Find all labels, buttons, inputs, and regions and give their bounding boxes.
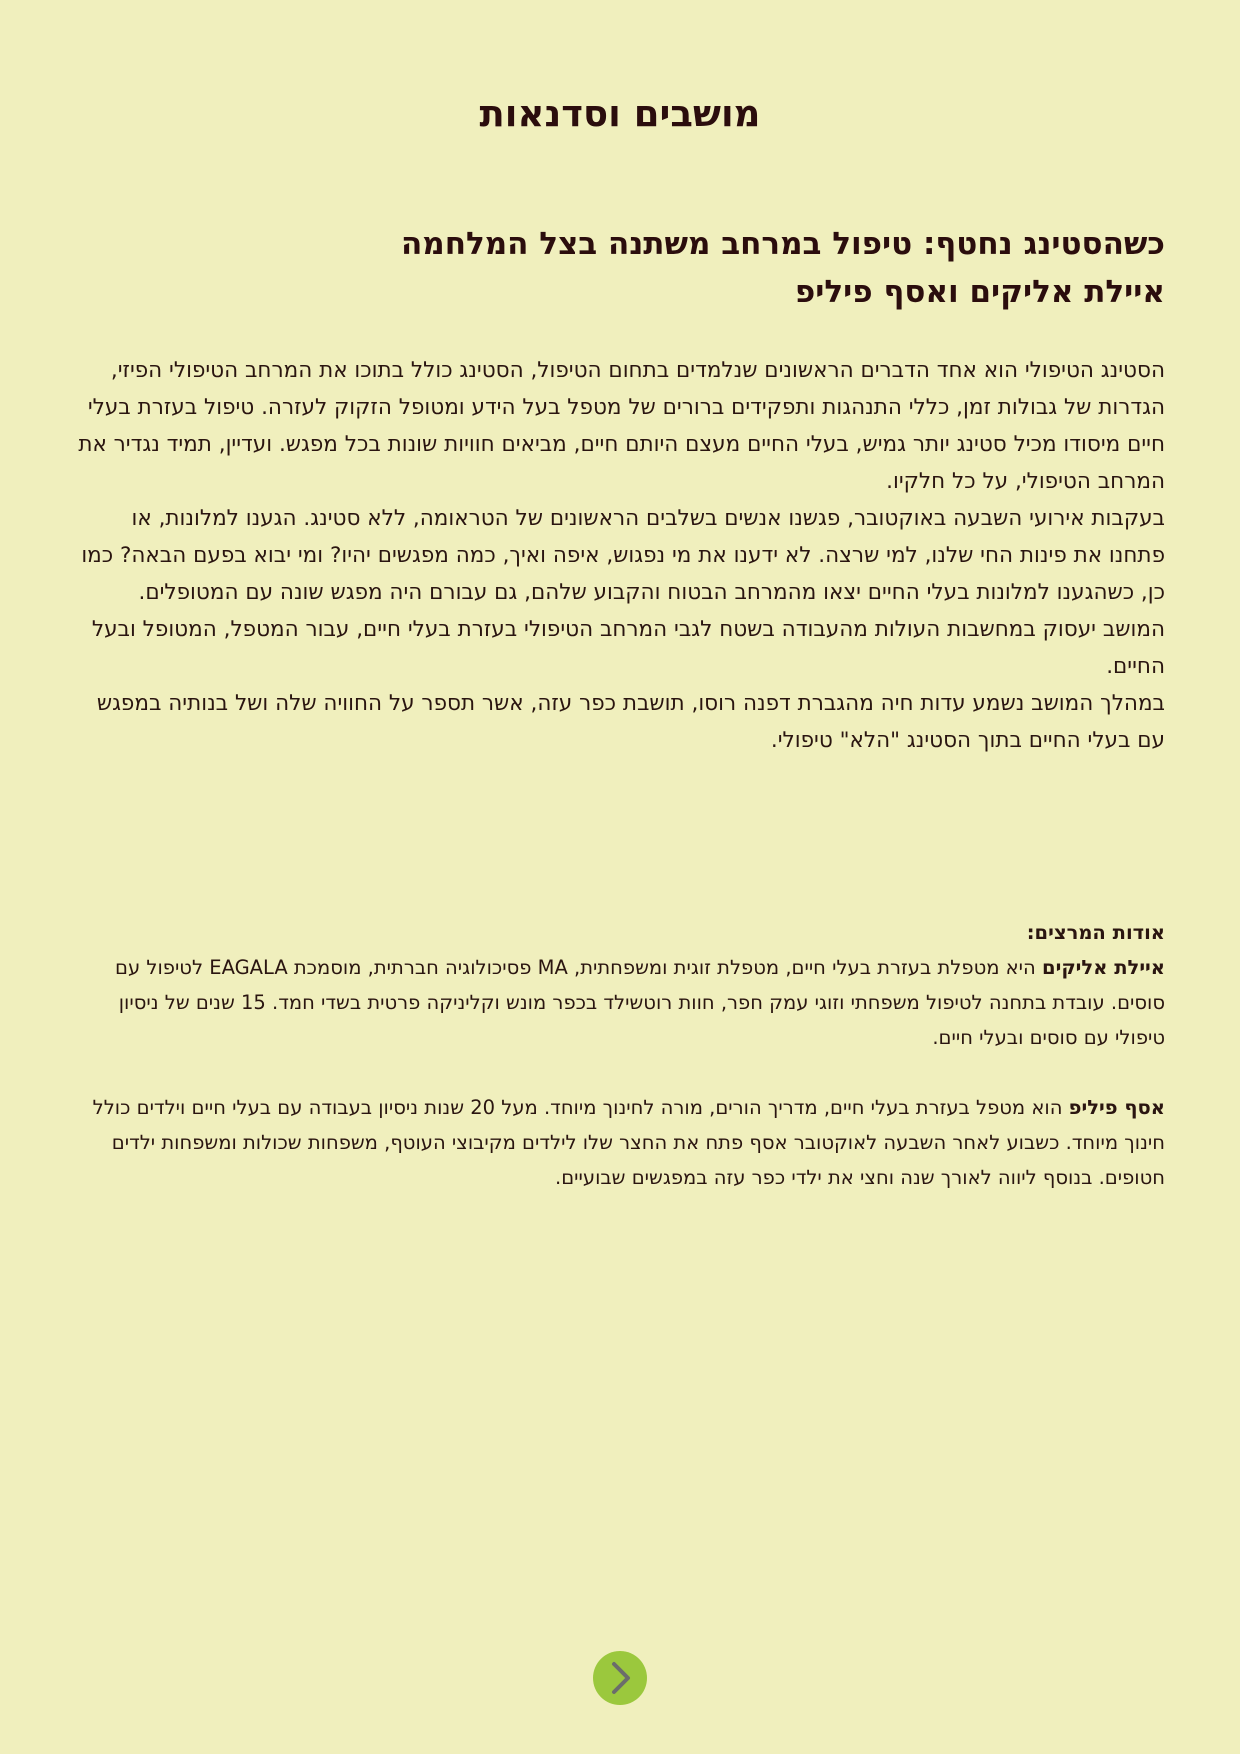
body-paragraph: במהלך המושב נשמע עדות חיה מהגברת דפנה רוסו, תושבת כפר עזה, אשר תספר על החוויה שלה ושל בנותיה במפגש עם בעלי החיים בתוך הסטינג "הלא" טיפולי. (96, 691, 1165, 753)
article-body (75, 352, 1165, 759)
section-title: מושבים וסדנאות (479, 92, 761, 135)
presenters-section (75, 915, 1165, 1230)
presenter-description: היא מטפלת בעזרת בעלי חיים, מטפלת זוגית ומשפחתית, MA פסיכולוגיה חברתית, מוסמכת EAGALA לטיפול עם סוסים. עובדת בתחנה לטיפול משפחתי וזוגי עמק חפר, חוות רוטשילד בכפר מונש וקליניקה פרטית בשדי חמד. 15 שנים של ניסיון טיפולי עם סוסים ובעלי חיים. (115, 956, 1165, 1049)
body-paragraph: בעקבות אירועי השבעה באוקטובר, פגשנו אנשים בשלבים הראשונים של הטראומה, ללא סטינג. הגענו למלונות, או פתחנו את פינות החי שלנו, למי שרצה. לא ידענו את מי נפגוש, איפה ואיך, כמה מפגשים יהיו? ומי יבוא בפעם הבאה? כמו כן, כשהגענו למלונות בעלי החיים יצאו מהמרחב הבטוח והקבוע שלהם, גם עבורם היה מפגש שונה עם המטופלים. המושב יעסוק במחשבות העולות מהעבודה בשטח לגבי המרחב הטיפולי בעזרת בעלי חיים, עבור המטפל, המטופל ובעל החיים. (81, 506, 1165, 679)
presenter-bio (75, 950, 1165, 1055)
article-authors-line: איילת אליקים ואסף פיליפ (794, 274, 1165, 310)
article-title (165, 220, 1165, 316)
presenter-bio (75, 1090, 1165, 1195)
chevron-right-icon (593, 1651, 647, 1705)
presenter-name: איילת אליקים (1042, 956, 1165, 979)
next-page-button[interactable] (593, 1651, 647, 1705)
article-title-line: כשהסטינג נחטף: טיפול במרחב משתנה בצל המלחמה (400, 226, 1165, 262)
body-paragraph: הסטינג הטיפולי הוא אחד הדברים הראשונים שנלמדים בתחום הטיפול, הסטינג כולל בתוכו את המרחב הטיפולי הפיזי, הגדרות של גבולות זמן, כללי התנהגות ותפקידים ברורים של מטפל בעל הידע ומטופל הזקוק לעזרה. טיפול בעזרת בעלי חיים מיסודו מכיל סטינג יותר גמיש, בעלי החיים מעצם היותם חיים, מביאים חוויות שונות בכל מפגש. ועדיין, תמיד נגדיר את המרחב הטיפולי, על כל חלקיו. (78, 358, 1165, 494)
presenter-description: הוא מטפל בעזרת בעלי חיים, מדריך הורים, מורה לחינוך מיוחד. מעל 20 שנות ניסיון בעבודה עם בעלי חיים וילדים כולל חינוך מיוחד. כשבוע לאחר השבעה לאוקטובר אסף פתח את החצר שלו לילדים מקיבוצי העוטף, משפחות שכולות ומשפחות ילדים חטופים. בנוסף ליווה לאורך שנה וחצי את ילדי כפר עזה במפגשים שבועיים. (92, 1096, 1165, 1189)
presenters-heading: אודות המרצים: (1026, 921, 1165, 944)
presenter-name: אסף פיליפ (1068, 1096, 1165, 1119)
